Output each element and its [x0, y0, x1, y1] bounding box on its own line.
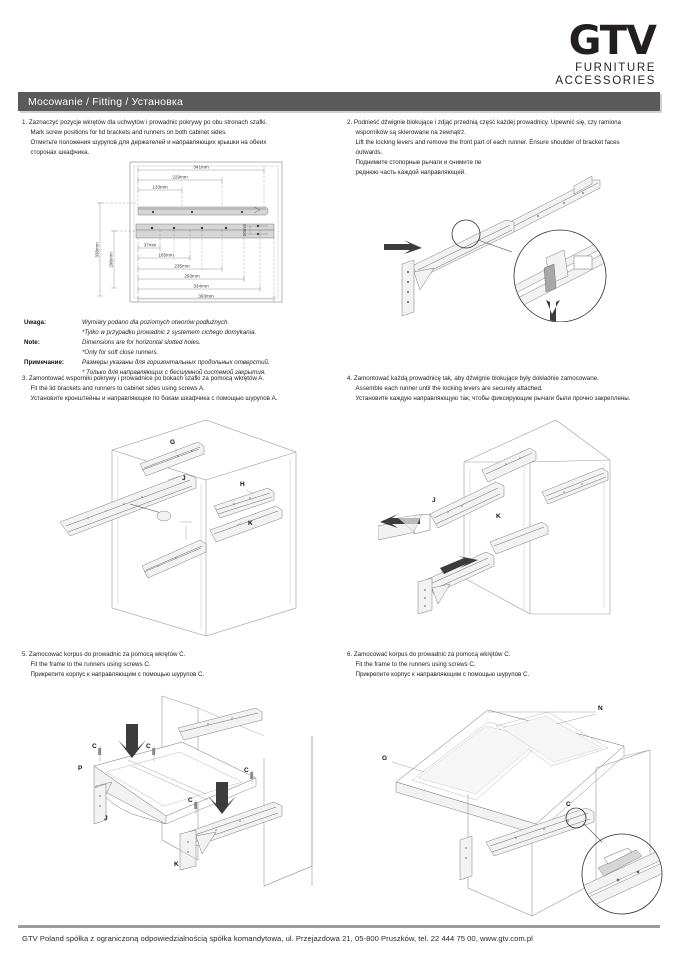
figure-5-frame-mounting [20, 690, 342, 920]
step-3-pl: Zamontować wsporniki pokrywy i prowadnice po bokach szafki za pomocą wkrętów A. [28, 375, 265, 382]
figure-3-label-K: K [248, 520, 253, 527]
step-5-text [22, 650, 342, 680]
step-3-text [22, 374, 342, 404]
step-4-line-pl [347, 374, 675, 384]
figure-5-label-J: J [104, 815, 108, 822]
step-6-text [347, 650, 675, 680]
step-1-number: 1. [22, 119, 28, 126]
dimension-338mm: 338mm [94, 242, 100, 258]
step-4-ru: Установите каждую направляющую так, чтобы фиксирующие рычаги были прочно закреплены. [355, 395, 631, 403]
section-title-bar [18, 92, 660, 111]
figure-6-lid-mounting [360, 690, 672, 920]
step-4-text [347, 374, 675, 404]
step-1-en: Mark screw positions for lid brackets and runners on both cabinet sides. [30, 129, 227, 137]
step-3-number: 3. [22, 375, 28, 382]
step-1-line-pl [22, 118, 342, 128]
step-4-pl: Zamontować każdą prowadnicę tak, aby dźwignie blokujące były dokładnie zamocowane. [353, 375, 599, 382]
step-6-en: Fit the frame to the runners using screws C. [355, 661, 476, 669]
step-2-number: 2. [347, 119, 353, 126]
note-text-en: Dimensions are for horizontal slotted holes. [82, 338, 201, 346]
step-2-ru-2: реднюю часть каждой направляющей. [355, 169, 466, 177]
figure-4-runner-assembly [378, 418, 670, 640]
dimension-165mm: 165mm [158, 252, 174, 258]
figure-5-label-C-4: C [188, 797, 193, 804]
step-1-text [22, 118, 342, 158]
brand-logo [555, 18, 656, 87]
footer-divider [18, 925, 660, 928]
step-5-pl: Zamocować korpus do prowadnic za pomocą wkrętów C. [28, 651, 186, 658]
note-label-ru: Примечание: [24, 358, 64, 366]
step-6-line-pl [347, 650, 675, 660]
step-2-text [347, 118, 672, 178]
note-star-en: *Only for soft close runners. [82, 348, 159, 356]
dimension-334mm: 334mm [193, 283, 209, 289]
figure-4-label-K: K [496, 513, 501, 520]
step-5-number: 5. [22, 651, 28, 658]
dimension-293mm: 293mm [184, 273, 200, 279]
section-title-text: Mocowanie / Fitting / Установка [28, 95, 184, 108]
step-1-ru-2: сторонах шкафчика. [30, 149, 90, 157]
figure-2-runner-detail [378, 172, 670, 322]
dimension-229mm: 229mm [172, 174, 188, 180]
direction-arrow-icon [384, 240, 422, 254]
figure-5-label-K: K [174, 861, 179, 868]
brand-wordmark: GTV [568, 18, 656, 64]
step-3-ru: Установите кронштейны и направляющие по бокам шкафчика с помощью шурупов A. [30, 395, 278, 403]
figure-6-label-G: G [382, 755, 388, 762]
figure-1-dimension-drawing [78, 160, 288, 308]
figure-3-cabinet-runners [58, 418, 344, 640]
dimension-296mm: 296mm [108, 252, 114, 268]
step-4-number: 4. [347, 375, 353, 382]
dimension-235mm: 235mm [174, 263, 190, 269]
step-1-pl: Zaznaczyć pozycje wkrętów dla uchwytów i prowadnic pokrywy po obu stronach szafki. [28, 119, 268, 126]
note-text-ru: Размеры указаны для горизонтальных продольных отверстий. [82, 358, 270, 366]
dimension-133mm: 133mm [152, 184, 168, 190]
brand-tagline-furniture: FURNITURE [575, 62, 656, 74]
step-2-en-2: outwards. [355, 149, 383, 157]
dimension-393mm: 393mm [198, 293, 214, 299]
figure-4-label-J: J [432, 497, 436, 504]
step-4-en: Assemble each runner until the locking levers are securely attached. [355, 385, 543, 393]
dimension-37mm: 37mm [143, 242, 157, 248]
figure-3-label-J: J [182, 475, 186, 482]
step-5-en: Fit the frame to the runners using screws C. [30, 661, 151, 669]
step-6-ru: Прикрепите корпус к направляющим с помощью шурупов C. [355, 671, 530, 679]
step-2-line-pl [347, 118, 672, 128]
note-block [24, 318, 270, 378]
step-3-en: Fit the lid brackets and runners to cabinet sides using screws A. [30, 385, 205, 393]
step-2-en-1: Lift the locking levers and remove the front part of each runner. Ensure shoulder of bracket faces [355, 139, 620, 147]
step-2-ru-1: Поднимите стопорные рычаги и снимите пе [355, 159, 482, 167]
figure-6-label-N: N [598, 705, 603, 712]
figure-5-label-P: P [78, 765, 83, 772]
footer-company-info: GTV Poland spółka z ograniczoną odpowiedzialnością spółka komandytowa, ul. Przejazdowa 21, 05-800 Pruszków, tel. 22 444 75 00, www.gtv.com.pl [22, 934, 533, 943]
step-6-number: 6. [347, 651, 353, 658]
figure-5-label-C-1: C [146, 743, 151, 750]
step-2-pl-2: wsporników są skierowane na zewnątrz. [355, 129, 466, 137]
note-star-ru: * Только для направляющих с бесшумной системой закрытия. [82, 368, 266, 376]
figure-5-label-C-2: C [92, 743, 97, 750]
step-3-line-pl [22, 374, 342, 384]
step-5-line-pl [22, 650, 342, 660]
step-1-ru-1: Отметьте положения шурупов для держателей и направляющих крышки на обеих [30, 139, 267, 147]
figure-3-label-H: H [240, 481, 245, 488]
figure-5-label-C-3: C [244, 767, 249, 774]
step-6-pl: Zamocować korpus do prowadnic za pomocą wkrętów C. [353, 651, 511, 658]
note-label-en: Note: [24, 338, 40, 346]
note-label-pl: Uwaga: [24, 319, 47, 326]
brand-tagline-accessories: ACCESSORIES [555, 74, 656, 87]
note-text-pl: Wymiary podano dla poziomych otworów podłużnych. [82, 319, 230, 326]
step-5-ru: Прикрепите корпус к направляющим с помощью шурупов C. [30, 671, 205, 679]
figure-3-label-G: G [170, 439, 176, 446]
step-2-pl-1: Podnieść dźwignie blokujące i zdjąć przednią część każdej prowadnicy. Upewnić się, czy ramiona [353, 119, 622, 126]
figure-6-label-C: C [566, 801, 571, 808]
note-star-pl: *Tylko w przypadku prowadnic z systemem cichego domykania. [82, 328, 257, 336]
dimension-20mm: 20mm [242, 223, 247, 237]
dimension-341mm: 341mm [193, 164, 209, 170]
